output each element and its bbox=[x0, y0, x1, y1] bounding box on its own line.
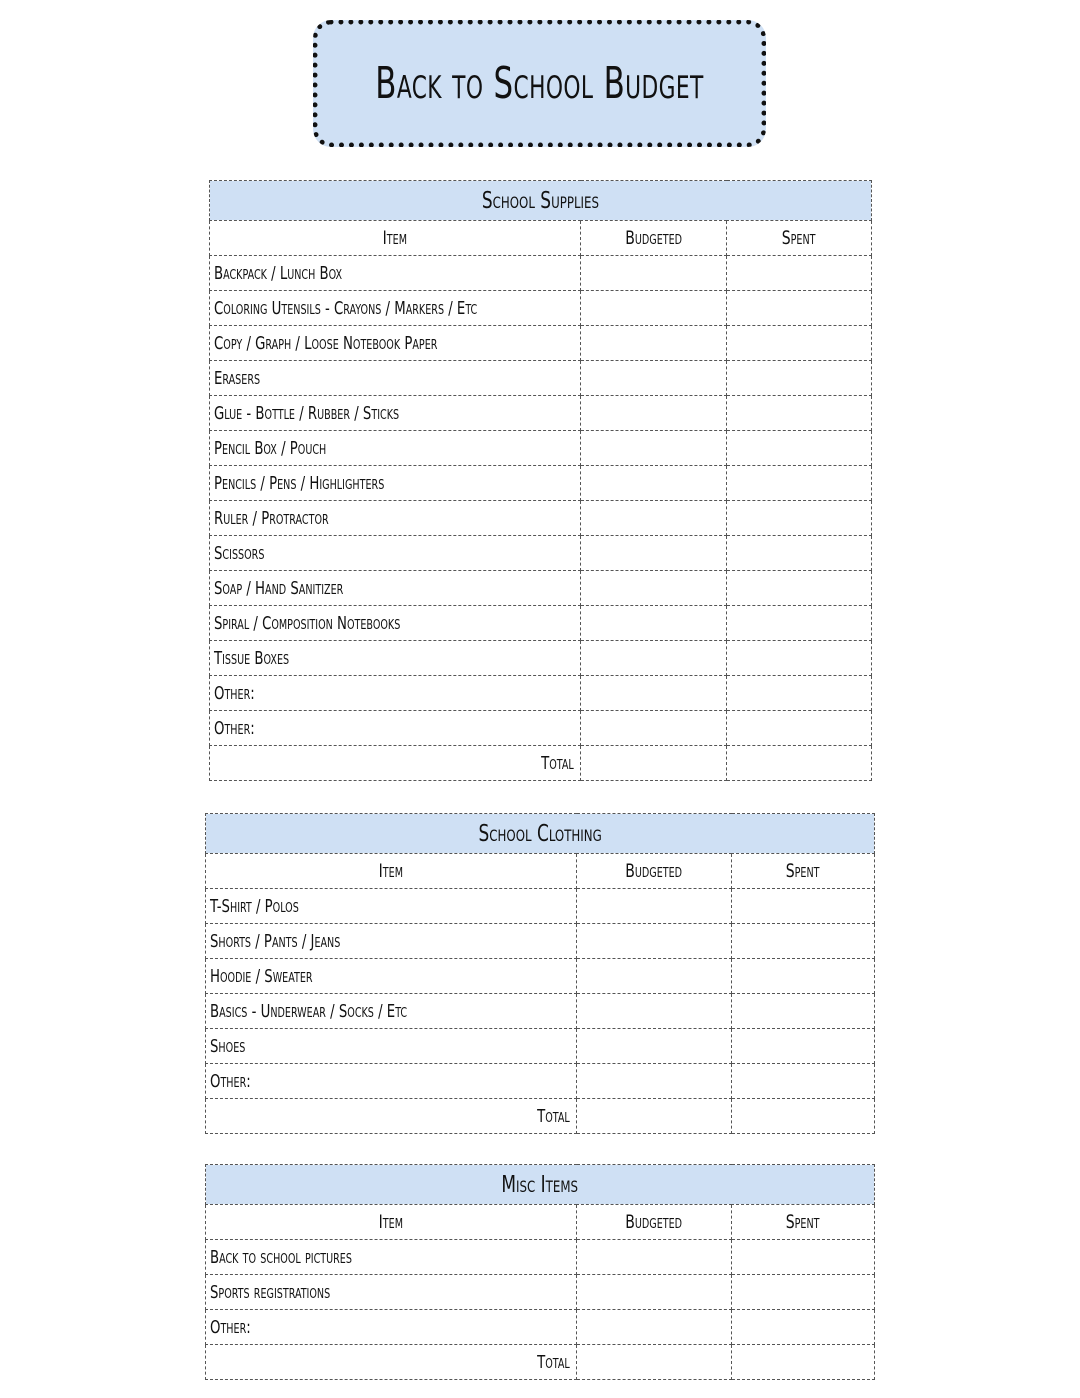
table-row bbox=[206, 959, 875, 994]
budgeted-cell[interactable] bbox=[577, 1275, 732, 1310]
column-header-item bbox=[206, 854, 577, 889]
total-label-cell bbox=[206, 1345, 577, 1380]
budgeted-cell[interactable] bbox=[577, 1064, 732, 1099]
table-row bbox=[206, 1064, 875, 1099]
budgeted-total-cell[interactable] bbox=[577, 1099, 732, 1134]
item-label: Shoes bbox=[210, 1035, 246, 1057]
item-cell bbox=[210, 536, 581, 571]
item-cell bbox=[210, 571, 581, 606]
table-row bbox=[206, 1275, 875, 1310]
table-row bbox=[210, 606, 872, 641]
item-cell bbox=[206, 1275, 577, 1310]
table-row bbox=[210, 291, 872, 326]
column-header-spent-label: Spent bbox=[786, 860, 820, 882]
item-cell bbox=[206, 1310, 577, 1345]
budgeted-cell[interactable] bbox=[577, 1029, 732, 1064]
spent-total-cell[interactable] bbox=[732, 1099, 875, 1134]
item-cell bbox=[210, 606, 581, 641]
spent-cell[interactable] bbox=[727, 291, 872, 326]
total-row bbox=[206, 1345, 875, 1380]
item-label: Back to school pictures bbox=[210, 1246, 352, 1268]
budgeted-cell[interactable] bbox=[581, 711, 727, 746]
item-cell bbox=[210, 291, 581, 326]
item-cell bbox=[210, 431, 581, 466]
budgeted-cell[interactable] bbox=[581, 501, 727, 536]
section-header-row bbox=[206, 814, 875, 854]
table-row bbox=[206, 1310, 875, 1345]
spent-cell[interactable] bbox=[732, 889, 875, 924]
column-header-budgeted-label: Budgeted bbox=[625, 860, 683, 882]
budgeted-cell[interactable] bbox=[581, 641, 727, 676]
item-label: Other: bbox=[214, 717, 255, 739]
table-row bbox=[210, 396, 872, 431]
spent-cell[interactable] bbox=[727, 501, 872, 536]
item-label: Ruler / Protractor bbox=[214, 507, 329, 529]
school-supplies-table bbox=[209, 180, 872, 781]
column-header-item bbox=[210, 221, 581, 256]
table-row bbox=[210, 676, 872, 711]
table-row bbox=[210, 361, 872, 396]
item-cell bbox=[210, 396, 581, 431]
total-label: Total bbox=[537, 1105, 570, 1127]
budgeted-total-cell[interactable] bbox=[581, 746, 727, 781]
spent-cell[interactable] bbox=[727, 606, 872, 641]
table-row bbox=[210, 711, 872, 746]
item-label: Spiral / Composition Notebooks bbox=[214, 612, 401, 634]
spent-cell[interactable] bbox=[727, 676, 872, 711]
table-row bbox=[210, 536, 872, 571]
item-cell bbox=[206, 959, 577, 994]
item-label: Other: bbox=[214, 682, 255, 704]
section-heading-text: School Clothing bbox=[478, 820, 602, 847]
item-label: Copy / Graph / Loose Notebook Paper bbox=[214, 332, 438, 354]
item-cell bbox=[210, 501, 581, 536]
item-label: Basics - Underwear / Socks / Etc bbox=[210, 1000, 408, 1022]
spent-cell[interactable] bbox=[727, 711, 872, 746]
column-header-row bbox=[210, 221, 872, 256]
table-row bbox=[206, 1240, 875, 1275]
section-heading bbox=[206, 814, 875, 854]
column-header-budgeted bbox=[577, 1205, 732, 1240]
item-label: Shorts / Pants / Jeans bbox=[210, 930, 341, 952]
page-title: Back to School Budget bbox=[375, 58, 704, 109]
item-label: Soap / Hand Sanitizer bbox=[214, 577, 344, 599]
item-label: T-Shirt / Polos bbox=[210, 895, 299, 917]
title-banner bbox=[313, 20, 766, 147]
item-label: Pencil Box / Pouch bbox=[214, 437, 327, 459]
budgeted-cell[interactable] bbox=[581, 466, 727, 501]
section-heading bbox=[206, 1165, 875, 1205]
item-label: Hoodie / Sweater bbox=[210, 965, 313, 987]
total-label: Total bbox=[537, 1351, 570, 1373]
item-cell bbox=[206, 889, 577, 924]
spent-cell[interactable] bbox=[732, 924, 875, 959]
spent-cell[interactable] bbox=[727, 431, 872, 466]
table-row bbox=[206, 889, 875, 924]
school-clothing-table bbox=[205, 813, 875, 1134]
total-row bbox=[210, 746, 872, 781]
spent-cell[interactable] bbox=[727, 466, 872, 501]
column-header-budgeted bbox=[581, 221, 727, 256]
item-label: Other: bbox=[210, 1070, 251, 1092]
budgeted-cell[interactable] bbox=[577, 994, 732, 1029]
spent-cell[interactable] bbox=[727, 396, 872, 431]
table-row bbox=[210, 256, 872, 291]
spent-cell[interactable] bbox=[732, 959, 875, 994]
table-row bbox=[210, 501, 872, 536]
item-cell bbox=[210, 676, 581, 711]
spent-cell[interactable] bbox=[732, 1275, 875, 1310]
item-cell bbox=[210, 326, 581, 361]
item-label: Scissors bbox=[214, 542, 265, 564]
table-row bbox=[206, 1029, 875, 1064]
item-cell bbox=[210, 361, 581, 396]
budgeted-total-cell[interactable] bbox=[577, 1345, 732, 1380]
table-row bbox=[210, 641, 872, 676]
column-header-spent bbox=[732, 854, 875, 889]
column-header-spent bbox=[727, 221, 872, 256]
budgeted-cell[interactable] bbox=[581, 396, 727, 431]
section-header-row bbox=[206, 1165, 875, 1205]
table-row bbox=[210, 431, 872, 466]
item-label: Glue - Bottle / Rubber / Sticks bbox=[214, 402, 400, 424]
total-row bbox=[206, 1099, 875, 1134]
spent-cell[interactable] bbox=[727, 641, 872, 676]
section-header-row bbox=[210, 181, 872, 221]
column-header-spent bbox=[732, 1205, 875, 1240]
item-cell bbox=[206, 994, 577, 1029]
spent-cell[interactable] bbox=[732, 1064, 875, 1099]
item-cell bbox=[210, 466, 581, 501]
spent-cell[interactable] bbox=[727, 326, 872, 361]
item-label: Coloring Utensils - Crayons / Markers / Etc bbox=[214, 297, 478, 319]
column-header-item-label: Item bbox=[382, 227, 408, 249]
spent-cell[interactable] bbox=[727, 536, 872, 571]
budgeted-cell[interactable] bbox=[581, 536, 727, 571]
table-row bbox=[210, 571, 872, 606]
total-label-cell bbox=[210, 746, 581, 781]
item-cell bbox=[206, 1064, 577, 1099]
spent-cell[interactable] bbox=[732, 1310, 875, 1345]
spent-cell[interactable] bbox=[732, 994, 875, 1029]
table-row bbox=[206, 924, 875, 959]
item-cell bbox=[210, 256, 581, 291]
total-label: Total bbox=[541, 752, 574, 774]
column-header-item-label: Item bbox=[378, 860, 404, 882]
spent-cell[interactable] bbox=[727, 571, 872, 606]
budgeted-cell[interactable] bbox=[581, 361, 727, 396]
column-header-item bbox=[206, 1205, 577, 1240]
item-label: Other: bbox=[210, 1316, 251, 1338]
column-header-budgeted bbox=[577, 854, 732, 889]
budgeted-cell[interactable] bbox=[577, 924, 732, 959]
budgeted-cell[interactable] bbox=[581, 676, 727, 711]
budgeted-cell[interactable] bbox=[577, 1240, 732, 1275]
spent-total-cell[interactable] bbox=[732, 1345, 875, 1380]
budgeted-cell[interactable] bbox=[581, 571, 727, 606]
spent-cell[interactable] bbox=[727, 361, 872, 396]
column-header-budgeted-label: Budgeted bbox=[625, 227, 682, 249]
total-label-cell bbox=[206, 1099, 577, 1134]
budgeted-cell[interactable] bbox=[581, 291, 727, 326]
column-header-row bbox=[206, 1205, 875, 1240]
spent-cell[interactable] bbox=[732, 1240, 875, 1275]
spent-cell[interactable] bbox=[727, 256, 872, 291]
column-header-row bbox=[206, 854, 875, 889]
column-header-spent-label: Spent bbox=[786, 1211, 820, 1233]
spent-total-cell[interactable] bbox=[727, 746, 872, 781]
column-header-spent-label: Spent bbox=[782, 227, 816, 249]
item-label: Sports registrations bbox=[210, 1281, 331, 1303]
budgeted-cell[interactable] bbox=[577, 1310, 732, 1345]
item-label: Erasers bbox=[214, 367, 261, 389]
budgeted-cell[interactable] bbox=[577, 889, 732, 924]
table-row bbox=[210, 466, 872, 501]
item-cell bbox=[206, 1029, 577, 1064]
column-header-budgeted-label: Budgeted bbox=[625, 1211, 683, 1233]
column-header-item-label: Item bbox=[378, 1211, 404, 1233]
section-heading bbox=[210, 181, 872, 221]
budgeted-cell[interactable] bbox=[581, 431, 727, 466]
table-row bbox=[206, 994, 875, 1029]
budgeted-cell[interactable] bbox=[577, 959, 732, 994]
section-heading-text: School Supplies bbox=[481, 187, 600, 214]
section-heading-text: Misc Items bbox=[501, 1171, 579, 1198]
item-label: Backpack / Lunch Box bbox=[214, 262, 343, 284]
spent-cell[interactable] bbox=[732, 1029, 875, 1064]
item-label: Pencils / Pens / Highlighters bbox=[214, 472, 385, 494]
budgeted-cell[interactable] bbox=[581, 256, 727, 291]
item-cell bbox=[210, 711, 581, 746]
table-row bbox=[210, 326, 872, 361]
item-label: Tissue Boxes bbox=[214, 647, 290, 669]
item-cell bbox=[206, 1240, 577, 1275]
item-cell bbox=[210, 641, 581, 676]
budgeted-cell[interactable] bbox=[581, 326, 727, 361]
item-cell bbox=[206, 924, 577, 959]
budgeted-cell[interactable] bbox=[581, 606, 727, 641]
misc-items-table bbox=[205, 1164, 875, 1380]
